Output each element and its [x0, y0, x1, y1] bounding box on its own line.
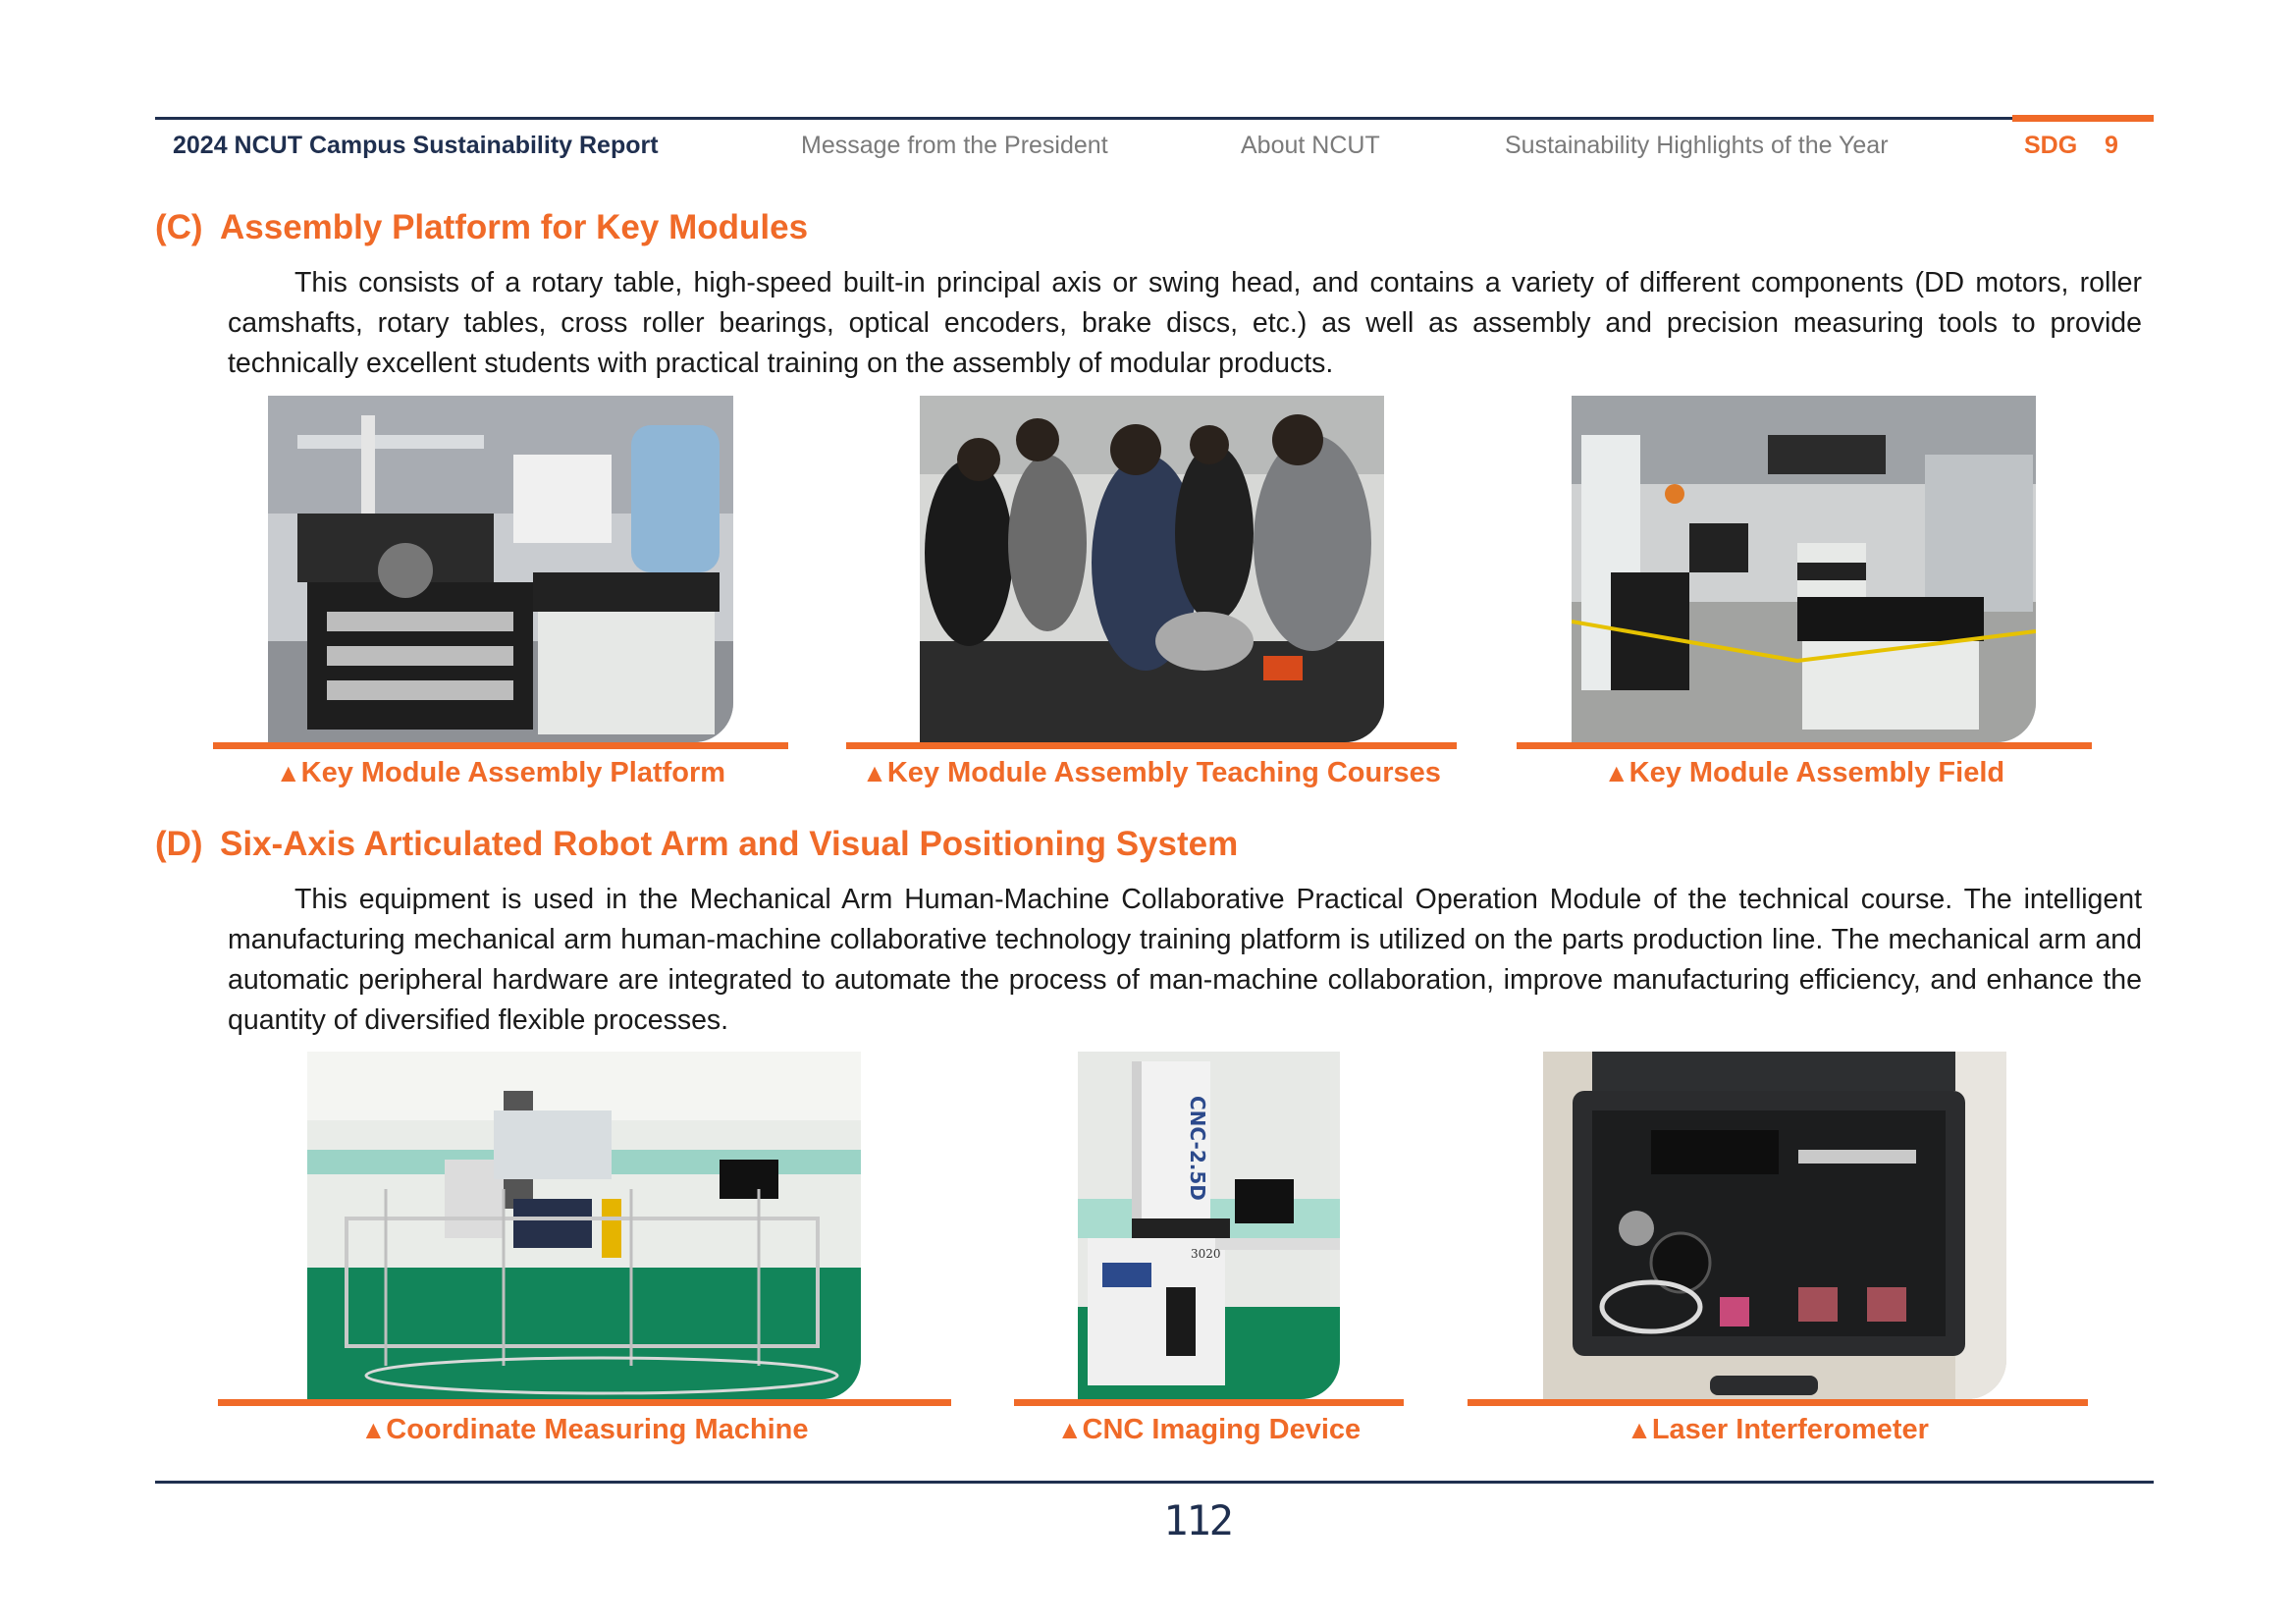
section-c-heading — [155, 206, 808, 249]
photo-cmm — [307, 1052, 861, 1399]
caption-bar-c1 — [213, 742, 788, 749]
caption-bar-c3 — [1517, 742, 2092, 749]
photo-laser-interferometer — [1543, 1052, 2006, 1399]
section-d-title: Six-Axis Articulated Robot Arm and Visual Positioning System — [220, 825, 1239, 863]
sdg-label-text: SDG — [2024, 132, 2078, 159]
caption-text: Key Module Assembly Field — [1629, 757, 2005, 788]
caption-bar-d2 — [1014, 1399, 1404, 1406]
caption-cmm — [218, 1411, 951, 1448]
sdg-number: 9 — [2104, 132, 2118, 159]
section-c-body: This consists of a rotary table, high-speed built-in principal axis or swing head, and contains a variety of different components (DD motors, roller camshafts, rotary tables, cross roller bearings, optical encoders, brake discs, etc.) as well as assembly and precision measuring tools to provide technically excellent students with practical training on the assembly of modular products. — [228, 267, 2142, 379]
nav-about-ncut[interactable]: About NCUT — [1241, 132, 1380, 159]
report-title: 2024 NCUT Campus Sustainability Report — [173, 132, 659, 159]
photo-teaching-courses — [920, 396, 1384, 742]
caption-text: CNC Imaging Device — [1082, 1414, 1362, 1445]
caption-assembly-platform — [213, 754, 788, 791]
nav-message-from-president[interactable]: Message from the President — [801, 132, 1108, 159]
caption-marker-icon: ▲ — [360, 1415, 387, 1444]
caption-bar-c2 — [846, 742, 1457, 749]
caption-teaching-courses — [846, 754, 1457, 791]
photo-cnc-imaging — [1078, 1052, 1340, 1399]
caption-laser-interferometer — [1468, 1411, 2088, 1448]
header-rule — [155, 117, 2154, 120]
caption-text: Key Module Assembly Teaching Courses — [886, 757, 1441, 788]
cnc-model-label: 3020 — [1191, 1247, 1221, 1261]
page-number: 112 — [1163, 1496, 1232, 1544]
caption-marker-icon: ▲ — [275, 758, 301, 787]
caption-marker-icon: ▲ — [862, 758, 887, 787]
header-accent-bar — [2012, 115, 2154, 122]
nav-sustainability-highlights[interactable]: Sustainability Highlights of the Year — [1505, 132, 1889, 159]
photo-assembly-field — [1572, 396, 2036, 742]
caption-marker-icon: ▲ — [1627, 1415, 1652, 1444]
caption-text: Coordinate Measuring Machine — [386, 1414, 809, 1445]
caption-text: Key Module Assembly Platform — [300, 757, 726, 788]
caption-marker-icon: ▲ — [1603, 758, 1629, 787]
caption-marker-icon: ▲ — [1056, 1415, 1083, 1444]
caption-assembly-field — [1517, 754, 2092, 791]
footer-rule — [155, 1481, 2154, 1484]
caption-bar-d1 — [218, 1399, 951, 1406]
section-d-letter: (D) — [155, 825, 203, 863]
section-c-title: Assembly Platform for Key Modules — [220, 208, 809, 246]
caption-text: Laser Interferometer — [1651, 1414, 1929, 1445]
caption-cnc-imaging — [1014, 1411, 1404, 1448]
section-c-letter: (C) — [155, 208, 203, 246]
section-d-body: This equipment is used in the Mechanical Arm Human-Machine Collaborative Practical Operation Module of the technical course. The intelligent manufacturing mechanical arm human-machine collaborative technology training platform is utilized on the parts production line. The mechanical arm and automatic peripheral hardware are integrated to automate the process of man-machine collaboration, improve manufacturing efficiency, and enhance the quantity of diversified flexible processes. — [228, 884, 2142, 1036]
photo-assembly-platform — [268, 396, 733, 742]
cnc-device-label: CNC-2.5D — [1186, 1096, 1209, 1201]
caption-bar-d3 — [1468, 1399, 2088, 1406]
section-d-heading — [155, 823, 1238, 866]
sdg-label[interactable] — [2024, 130, 2118, 161]
